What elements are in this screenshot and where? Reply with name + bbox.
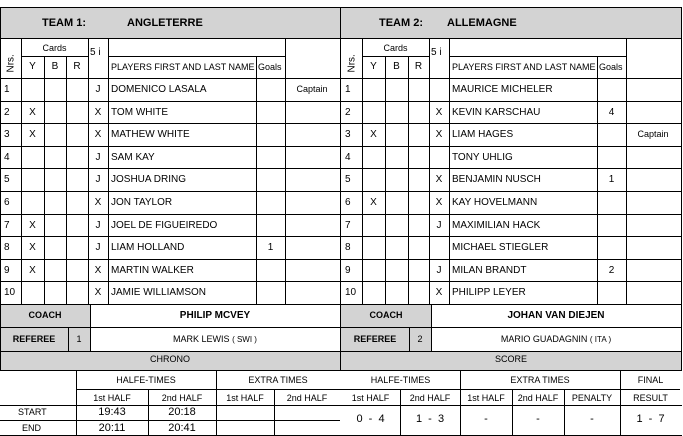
chrono-label: CHRONO	[150, 354, 190, 364]
team2-name: ALLEMAGNE	[447, 17, 517, 29]
referee-number: 2	[417, 334, 423, 344]
score-penalty: PENALTY	[571, 393, 613, 403]
player-name: TOM WHITE	[111, 107, 169, 118]
nrs-header: Nrs.	[346, 54, 358, 73]
player-name: MAXIMILIAN HACK	[452, 220, 541, 231]
score-label: SCORE	[494, 354, 527, 364]
start-second-half: 20:18	[168, 406, 196, 418]
blue-card-header: B	[51, 61, 59, 72]
end-first-half: 20:11	[98, 422, 126, 434]
five-i-cell: J	[436, 265, 442, 276]
referee-country: ( SWI )	[232, 335, 257, 344]
score-extra-second-half: 2nd HALF	[517, 393, 559, 403]
player-number: 3	[345, 129, 351, 140]
five-i-cell: X	[94, 107, 102, 118]
red-card-header: R	[414, 61, 423, 72]
player-number: 6	[345, 197, 351, 208]
player-name: MATHEW WHITE	[111, 129, 190, 140]
players-header: PLAYERS FIRST AND LAST NAME	[111, 62, 255, 72]
player-number: 3	[4, 129, 10, 140]
player-number: 5	[4, 174, 10, 185]
coach-label: COACH	[369, 310, 403, 320]
player-number: 7	[345, 220, 351, 231]
chrono-first-half: 1st HALF	[93, 393, 131, 403]
player-number: 5	[345, 174, 351, 185]
five-i-cell: X	[435, 174, 443, 185]
player-name: LIAM HOLLAND	[111, 242, 185, 253]
player-number: 2	[4, 107, 10, 118]
team1-name: ANGLETERRE	[127, 17, 203, 29]
start-first-half: 19:43	[98, 406, 126, 418]
player-name: BENJAMIN NUSCH	[452, 174, 541, 185]
referee-2	[431, 335, 681, 344]
blue-card-header: B	[393, 61, 400, 72]
referee-name: MARK LEWIS	[173, 334, 230, 344]
goals-header: Goals	[258, 62, 282, 72]
player-name: MAURICE MICHELER	[452, 84, 553, 95]
team2-coach: JOHAN VAN DIEJEN	[507, 310, 605, 321]
player-name: SAM KAY	[111, 152, 155, 163]
score-extra-first-half: 1st HALF	[467, 393, 505, 403]
player-number: 1	[4, 84, 10, 95]
player-name: MARTIN WALKER	[111, 265, 194, 276]
team1-label: TEAM 1:	[42, 17, 86, 29]
score-halftimes: HALFE-TIMES	[370, 375, 431, 385]
player-name: TONY UHLIG	[452, 152, 513, 163]
score-result: RESULT	[633, 393, 668, 403]
referee-name: MARIO GUADAGNIN	[500, 334, 588, 344]
player-number: 6	[4, 197, 10, 208]
score-extra-second-value: -	[536, 413, 540, 425]
yellow-card-cell: X	[29, 265, 36, 276]
end-label: END	[22, 423, 42, 433]
score-first-half: 1st HALF	[351, 393, 390, 403]
goals-cell: 1	[608, 174, 615, 185]
goals-cell: 4	[608, 107, 615, 118]
five-i-cell: J	[95, 220, 101, 231]
player-number: 2	[345, 107, 351, 118]
chrono-halftimes: HALFE-TIMES	[116, 375, 176, 385]
referee-1	[90, 335, 340, 344]
player-number: 4	[345, 152, 351, 163]
player-name: KAY HOVELMANN	[452, 197, 538, 208]
yellow-card-header: Y	[370, 61, 377, 72]
yellow-card-cell: X	[29, 220, 36, 231]
five-i-cell: X	[435, 107, 443, 118]
five-i-cell: J	[95, 174, 101, 185]
player-number: 7	[4, 220, 10, 231]
player-name: JOSHUA DRING	[111, 174, 187, 185]
player-name: MILAN BRANDT	[452, 265, 527, 276]
player-number: 1	[345, 84, 351, 95]
yellow-card-cell: X	[370, 129, 377, 140]
player-name: KEVIN KARSCHAU	[452, 107, 541, 118]
referee-number: 1	[76, 334, 82, 344]
five-i-cell: J	[95, 242, 101, 253]
score-penalty-value: -	[590, 413, 594, 425]
five-i-cell: X	[94, 197, 102, 208]
score-final-value: 1 - 7	[636, 413, 665, 425]
player-number: 4	[4, 152, 10, 163]
five-i-cell: X	[94, 129, 102, 140]
player-name: JOEL DE FIGUEIREDO	[111, 220, 218, 231]
score-extra-first-value: -	[484, 413, 488, 425]
team1-coach: PHILIP MCVEY	[179, 310, 251, 321]
five-i-cell: X	[435, 287, 443, 298]
start-label: START	[18, 407, 47, 417]
chrono-second-half: 2nd HALF	[161, 393, 203, 403]
five-i-cell: J	[436, 220, 442, 231]
nrs-header: Nrs.	[5, 54, 17, 73]
yellow-card-cell: X	[29, 129, 36, 140]
cards-header: Cards	[42, 43, 67, 53]
player-number: 10	[345, 287, 357, 298]
player-number: 8	[4, 242, 10, 253]
red-card-header: R	[73, 61, 81, 72]
player-name: DOMENICO LASALA	[111, 84, 207, 95]
yellow-card-cell: X	[370, 197, 377, 208]
player-name: LIAM HAGES	[452, 129, 514, 140]
score-first-half-value: 0 - 4	[356, 413, 385, 425]
goals-cell: 2	[608, 265, 615, 276]
yellow-card-cell: X	[29, 242, 36, 253]
player-name: MICHAEL STIEGLER	[452, 242, 549, 253]
yellow-card-header: Y	[29, 61, 36, 72]
five-header: 5 i	[431, 47, 442, 58]
five-i-cell: X	[94, 265, 102, 276]
goals-cell: 1	[267, 242, 274, 253]
score-second-half-value: 1 - 3	[415, 413, 445, 425]
player-number: 10	[4, 287, 16, 298]
player-name: PHILIPP LEYER	[452, 287, 526, 298]
five-i-cell: X	[94, 287, 102, 298]
player-number: 9	[4, 265, 10, 276]
score-extra-times: EXTRA TIMES	[510, 375, 570, 385]
chrono-extra-times: EXTRA TIMES	[248, 375, 308, 385]
player-number: 9	[345, 265, 351, 276]
player-note: Captain	[296, 84, 328, 94]
player-note: Captain	[637, 129, 669, 139]
player-name: JON TAYLOR	[111, 197, 173, 208]
referee-country: ( ITA )	[589, 335, 612, 344]
player-name: JAMIE WILLIAMSON	[111, 287, 207, 298]
five-header: 5 i	[90, 47, 101, 58]
coach-label: COACH	[28, 310, 62, 320]
cards-header: Cards	[383, 43, 408, 53]
player-number: 8	[345, 242, 351, 253]
referee-label: REFEREE	[12, 334, 56, 344]
five-i-cell: X	[435, 197, 443, 208]
five-i-cell: J	[95, 84, 101, 95]
end-second-half: 20:41	[168, 422, 196, 434]
players-header: PLAYERS FIRST AND LAST NAME	[452, 62, 596, 72]
chrono-extra-first-half: 1st HALF	[226, 393, 264, 403]
chrono-extra-second-half: 2nd HALF	[286, 393, 328, 403]
goals-header: Goals	[599, 62, 623, 72]
team2-label: TEAM 2:	[379, 17, 423, 29]
yellow-card-cell: X	[29, 107, 36, 118]
five-i-cell: X	[435, 129, 443, 140]
score-second-half: 2nd HALF	[409, 393, 451, 403]
score-final: FINAL	[637, 375, 664, 385]
five-i-cell: J	[95, 152, 101, 163]
referee-label: REFEREE	[353, 334, 397, 344]
